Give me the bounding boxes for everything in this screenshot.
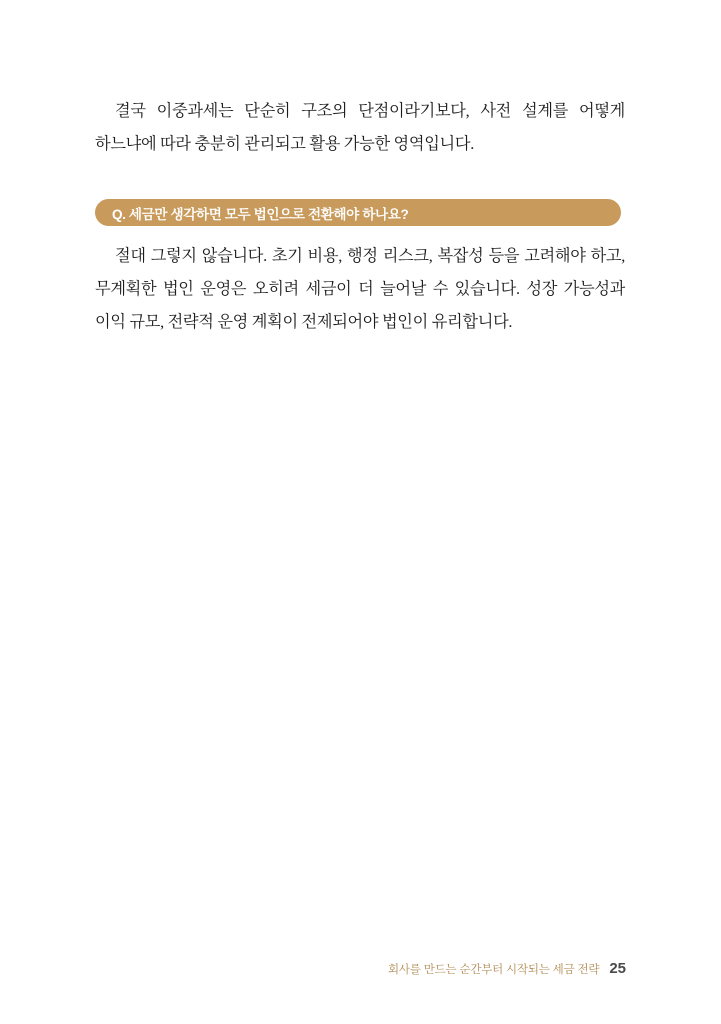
question-callout-bar: [95, 199, 621, 226]
page-footer: [388, 960, 626, 977]
page-content: [95, 95, 625, 339]
body-paragraph-2: 절대 그렇지 않습니다. 초기 비용, 행정 리스크, 복잡성 등을 고려해야 하고, 무계획한 법인 운영은 오히려 세금이 더 늘어날 수 있습니다. 성장 가능성과 이익 규모, 전략적 운영 계획이 전제되어야 법인이 유리합니다.: [95, 247, 625, 331]
footer-running-title: 회사를 만드는 순간부터 시작되는 세금 전략: [387, 964, 600, 976]
body-paragraph-1: 결국 이중과세는 단순히 구조의 단점이라기보다, 사전 설계를 어떻게 하느냐에 따라 충분히 관리되고 활용 가능한 영역입니다.: [95, 102, 625, 153]
footer-page-number: 25: [609, 960, 626, 977]
question-callout-label: Q. 세금만 생각하면 모두 법인으로 전환해야 하나요?: [112, 206, 409, 222]
